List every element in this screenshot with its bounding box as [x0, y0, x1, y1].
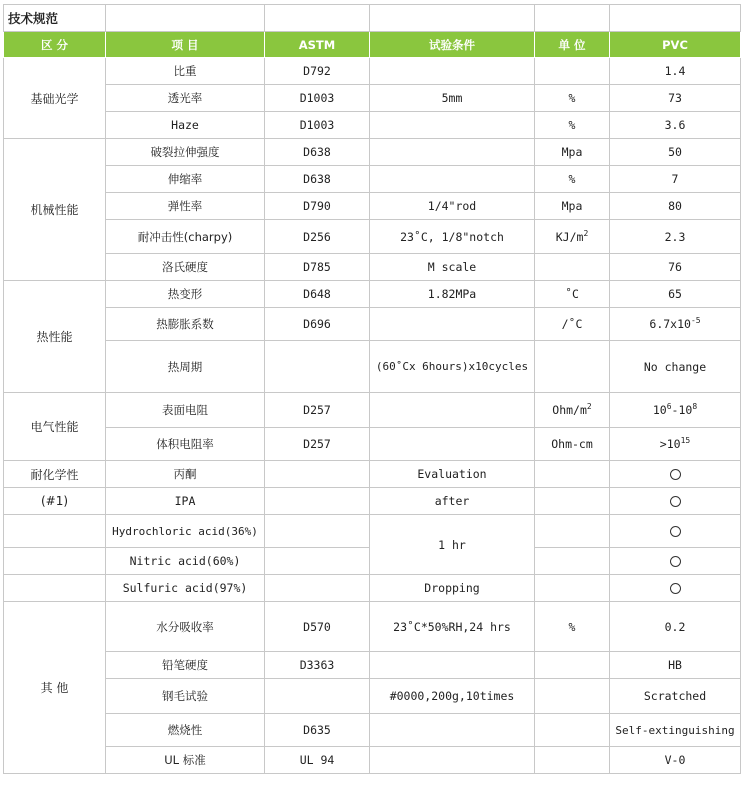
table-row	[4, 461, 741, 488]
cell-unit	[535, 341, 610, 393]
cell-item: 伸缩率	[106, 166, 265, 193]
cell-item: 丙酮	[106, 461, 265, 488]
header-pvc: PVC	[610, 32, 741, 58]
cell-astm	[265, 548, 370, 575]
cell-unit: %	[535, 85, 610, 112]
cell-item: 耐冲击性(charpy)	[106, 220, 265, 254]
cell-pvc: HB	[610, 652, 741, 679]
cell-astm	[265, 515, 370, 548]
table-row	[4, 341, 741, 393]
cell-unit: Ohm-cm	[535, 428, 610, 461]
cell-item: 破裂拉伸强度	[106, 139, 265, 166]
cell-unit	[535, 652, 610, 679]
cell-item: 钢毛试验	[106, 679, 265, 714]
unit-base: Ohm/m	[552, 403, 587, 417]
cell-condition: (60˚Cx 6hours)x10cycles	[370, 341, 535, 393]
cell-astm: D638	[265, 166, 370, 193]
pvc-base-a: 10	[652, 403, 667, 417]
cell-condition	[370, 139, 535, 166]
cell-astm	[265, 679, 370, 714]
cell-pvc: 7	[610, 166, 741, 193]
table-row	[4, 602, 741, 652]
cell-astm	[265, 488, 370, 515]
cell-item: 弹性率	[106, 193, 265, 220]
cell-pvc: No change	[610, 341, 741, 393]
pvc-base-b: -10	[671, 403, 693, 417]
cell-condition	[370, 747, 535, 774]
pvc-base: >10	[659, 437, 681, 451]
cell-astm: UL 94	[265, 747, 370, 774]
cell-item: 比重	[106, 58, 265, 85]
circle-icon	[670, 469, 681, 480]
cell-astm: D256	[265, 220, 370, 254]
cell-condition: Dropping	[370, 575, 535, 602]
group-chemical-note: (#1)	[4, 488, 106, 515]
cell-astm	[265, 575, 370, 602]
cell-unit	[535, 515, 610, 548]
pvc-base: 6.7x10	[649, 317, 691, 331]
cell-item: 透光率	[106, 85, 265, 112]
cell-condition: 5mm	[370, 85, 535, 112]
cell-item: 热变形	[106, 281, 265, 308]
cell-condition: 1/4"rod	[370, 193, 535, 220]
cell-astm: D638	[265, 139, 370, 166]
cell-pvc	[610, 575, 741, 602]
cell-unit	[535, 679, 610, 714]
table-row	[4, 679, 741, 714]
cell-pvc: 50	[610, 139, 741, 166]
cell-item: 热膨胀系数	[106, 308, 265, 341]
cell-condition	[370, 428, 535, 461]
cell-item: 表面电阻	[106, 393, 265, 428]
cell-unit	[535, 548, 610, 575]
table-row	[4, 393, 741, 428]
cell-item: 水分吸收率	[106, 602, 265, 652]
cell-pvc: 2.3	[610, 220, 741, 254]
cell-condition	[370, 166, 535, 193]
circle-icon	[670, 556, 681, 567]
table-row	[4, 575, 741, 602]
cell-condition	[370, 58, 535, 85]
cell-astm: D785	[265, 254, 370, 281]
table-row	[4, 747, 741, 774]
cell-pvc	[610, 488, 741, 515]
circle-icon	[670, 496, 681, 507]
cell-pvc: Scratched	[610, 679, 741, 714]
cell-pvc: 73	[610, 85, 741, 112]
cell-unit: Mpa	[535, 193, 610, 220]
cell-pvc: 1.4	[610, 58, 741, 85]
cell-astm: D792	[265, 58, 370, 85]
cell-unit	[535, 714, 610, 747]
group-electrical: 电气性能	[4, 393, 106, 461]
cell-condition	[370, 308, 535, 341]
cell-unit: %	[535, 602, 610, 652]
table-row	[4, 428, 741, 461]
cell-astm: D3363	[265, 652, 370, 679]
cell-pvc: Self-extinguishing	[610, 714, 741, 747]
group-empty	[4, 575, 106, 602]
cell-item: Nitric acid(60%)	[106, 548, 265, 575]
cell-unit	[535, 575, 610, 602]
cell-unit: %	[535, 112, 610, 139]
table-row	[4, 515, 741, 548]
cell-condition: 23˚C*50%RH,24 hrs	[370, 602, 535, 652]
cell-pvc	[610, 515, 741, 548]
cell-astm: D635	[265, 714, 370, 747]
cell-item: Haze	[106, 112, 265, 139]
cell-condition	[370, 714, 535, 747]
table-row	[4, 281, 741, 308]
group-empty	[4, 515, 106, 548]
cell-item: Hydrochloric acid(36%)	[106, 515, 265, 548]
cell-unit: /˚C	[535, 308, 610, 341]
cell-pvc	[610, 548, 741, 575]
pvc-superscript-a: 6	[666, 402, 672, 412]
cell-condition: #0000,200g,10times	[370, 679, 535, 714]
table-row	[4, 488, 741, 515]
table-row	[4, 85, 741, 112]
header-row	[4, 32, 741, 58]
cell-astm: D570	[265, 602, 370, 652]
cell-unit	[535, 220, 610, 254]
table-row	[4, 652, 741, 679]
cell-item: Sulfuric acid(97%)	[106, 575, 265, 602]
table-row	[4, 58, 741, 85]
cell-unit	[535, 254, 610, 281]
cell-condition: Evaluation	[370, 461, 535, 488]
table-row	[4, 193, 741, 220]
cell-pvc	[610, 308, 741, 341]
pvc-superscript-b: 8	[692, 402, 698, 412]
cell-condition: 23˚C, 1/8"notch	[370, 220, 535, 254]
group-chemical: 耐化学性	[4, 461, 106, 488]
cell-astm: D257	[265, 393, 370, 428]
table-row	[4, 139, 741, 166]
cell-astm: D257	[265, 428, 370, 461]
circle-icon	[670, 526, 681, 537]
spec-table	[3, 4, 741, 774]
cell-unit: %	[535, 166, 610, 193]
cell-item: 铅笔硬度	[106, 652, 265, 679]
cell-item: 洛氏硬度	[106, 254, 265, 281]
cell-item: UL 标准	[106, 747, 265, 774]
table-row	[4, 166, 741, 193]
cell-astm: D1003	[265, 112, 370, 139]
unit-superscript: 2	[583, 228, 589, 238]
cell-pvc: 80	[610, 193, 741, 220]
group-optical: 基础光学	[4, 58, 106, 139]
cell-condition: M scale	[370, 254, 535, 281]
cell-pvc: 65	[610, 281, 741, 308]
cell-pvc	[610, 461, 741, 488]
header-unit: 单 位	[535, 32, 610, 58]
header-item: 项 目	[106, 32, 265, 58]
cell-item: 热周期	[106, 341, 265, 393]
table-row	[4, 714, 741, 747]
cell-condition: 1 hr	[370, 515, 535, 575]
cell-astm	[265, 341, 370, 393]
cell-astm: D696	[265, 308, 370, 341]
cell-item: 燃烧性	[106, 714, 265, 747]
cell-unit	[535, 747, 610, 774]
unit-superscript: 2	[586, 402, 592, 412]
cell-condition: after	[370, 488, 535, 515]
group-other: 其 他	[4, 602, 106, 774]
cell-pvc: 0.2	[610, 602, 741, 652]
cell-astm: D1003	[265, 85, 370, 112]
cell-pvc	[610, 428, 741, 461]
cell-pvc	[610, 393, 741, 428]
cell-condition	[370, 393, 535, 428]
table-row	[4, 220, 741, 254]
cell-astm	[265, 461, 370, 488]
cell-unit	[535, 461, 610, 488]
header-condition: 试验条件	[370, 32, 535, 58]
cell-item: IPA	[106, 488, 265, 515]
unit-base: KJ/m	[555, 229, 584, 244]
cell-condition: 1.82MPa	[370, 281, 535, 308]
header-category: 区 分	[4, 32, 106, 58]
cell-unit	[535, 393, 610, 428]
cell-condition	[370, 652, 535, 679]
table-row	[4, 254, 741, 281]
cell-astm: D790	[265, 193, 370, 220]
pvc-superscript: 15	[680, 436, 691, 446]
cell-unit: Mpa	[535, 139, 610, 166]
cell-condition	[370, 112, 535, 139]
pvc-superscript: -5	[690, 316, 701, 326]
circle-icon	[670, 583, 681, 594]
table-row	[4, 308, 741, 341]
cell-pvc: V-0	[610, 747, 741, 774]
cell-pvc: 3.6	[610, 112, 741, 139]
group-mechanical: 机械性能	[4, 139, 106, 281]
cell-pvc: 76	[610, 254, 741, 281]
cell-unit	[535, 488, 610, 515]
cell-astm: D648	[265, 281, 370, 308]
cell-item: 体积电阻率	[106, 428, 265, 461]
group-empty	[4, 548, 106, 575]
table-title: 技术规范	[4, 5, 106, 32]
cell-unit	[535, 58, 610, 85]
header-astm: ASTM	[265, 32, 370, 58]
group-thermal: 热性能	[4, 281, 106, 393]
table-row	[4, 112, 741, 139]
cell-unit: ˚C	[535, 281, 610, 308]
